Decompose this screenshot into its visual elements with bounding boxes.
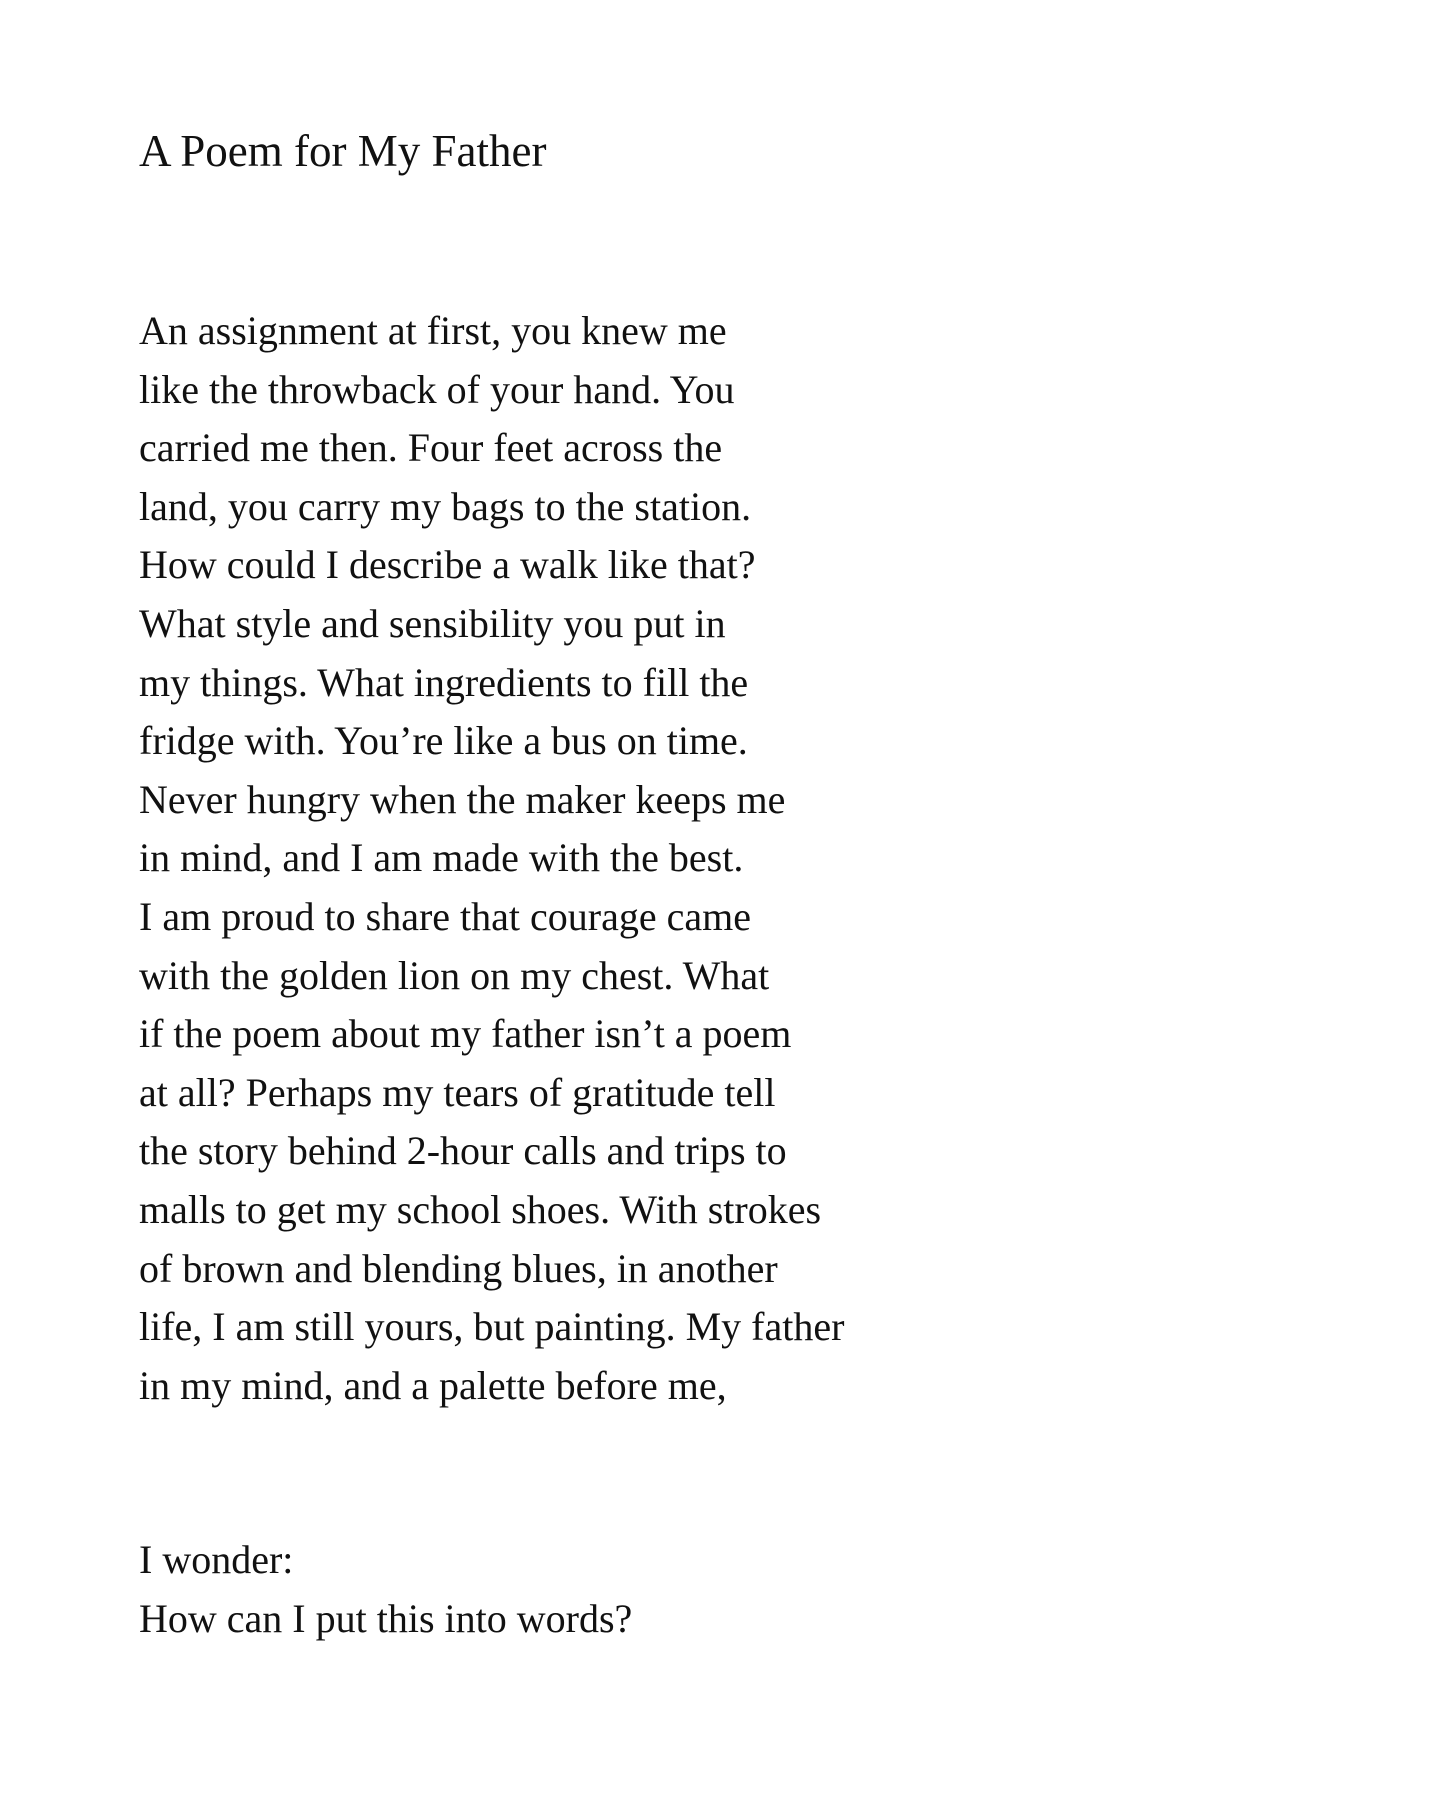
poem-line: life, I am still yours, but painting. My father bbox=[139, 1304, 845, 1350]
poem-line: the story behind 2-hour calls and trips to bbox=[139, 1128, 787, 1174]
poem-line: land, you carry my bags to the station. bbox=[139, 483, 752, 529]
poem-line: I am proud to share that courage came bbox=[139, 893, 751, 939]
poem-line: fridge with. You’re like a bus on time. bbox=[139, 718, 748, 764]
poem-line: my things. What ingredients to fill the bbox=[139, 659, 749, 705]
poem-line: in mind, and I am made with the best. bbox=[139, 835, 744, 881]
poem-line: of brown and blending blues, in another bbox=[139, 1245, 778, 1291]
poem-line: like the throwback of your hand. You bbox=[139, 366, 735, 412]
poem-line: carried me then. Four feet across the bbox=[139, 425, 723, 471]
poem-line: An assignment at first, you knew me bbox=[139, 308, 727, 353]
poem-line: I wonder: bbox=[139, 1537, 294, 1582]
poem-line: if the poem about my father isn’t a poem bbox=[139, 1011, 792, 1057]
poem-line: What style and sensibility you put in bbox=[139, 600, 726, 646]
poem-line: with the golden lion on my chest. What bbox=[139, 952, 770, 998]
stanza-1 bbox=[139, 302, 844, 1415]
poem-line: at all? Perhaps my tears of gratitude tell bbox=[139, 1069, 776, 1115]
poem-line: Never hungry when the maker keeps me bbox=[139, 776, 786, 822]
poem-line: How can I put this into words? bbox=[139, 1595, 633, 1641]
poem-line: in my mind, and a palette before me, bbox=[139, 1362, 727, 1408]
poem-title: A Poem for My Father bbox=[139, 126, 547, 176]
poem-line: malls to get my school shoes. With strokes bbox=[139, 1186, 822, 1232]
poem-line: How could I describe a walk like that? bbox=[139, 542, 756, 588]
stanza-2 bbox=[139, 1531, 632, 1648]
